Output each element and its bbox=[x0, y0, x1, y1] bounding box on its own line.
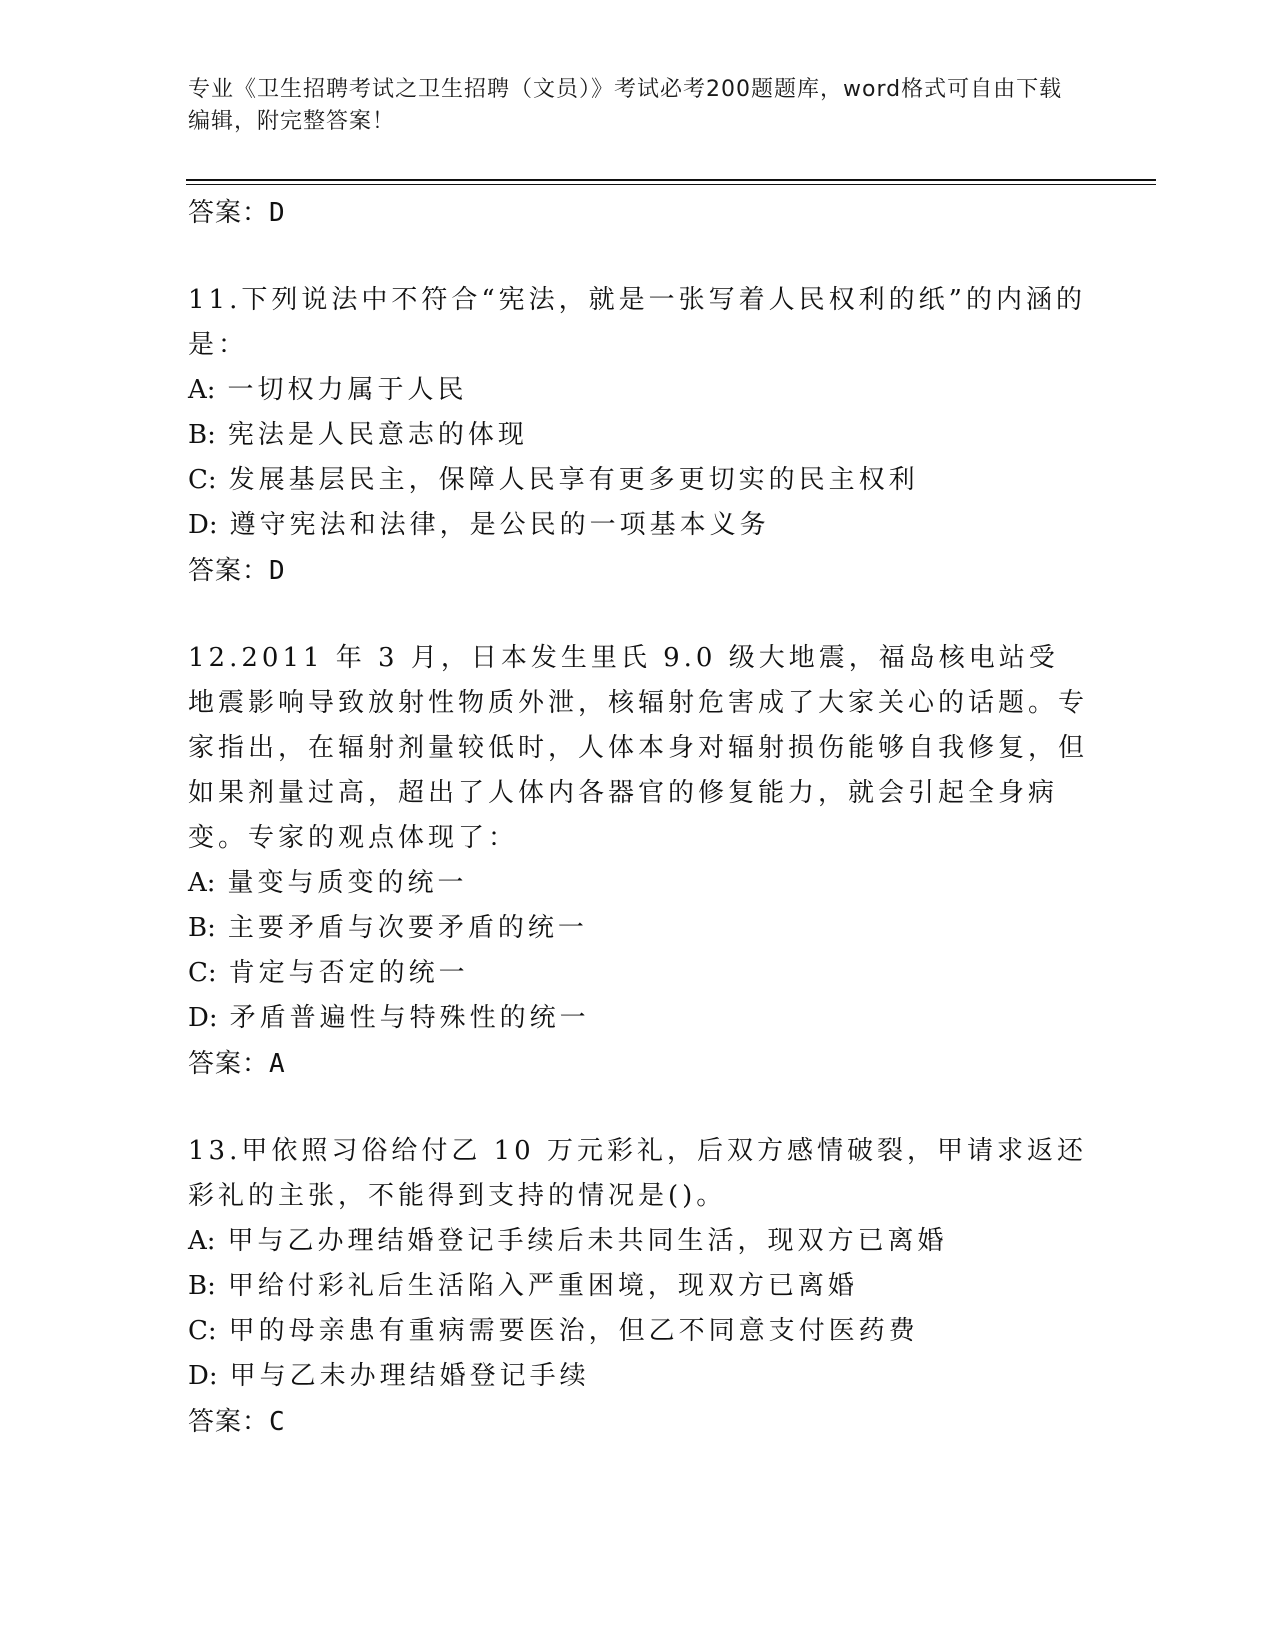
option-a bbox=[188, 368, 1088, 413]
option-letter: A: bbox=[188, 868, 216, 898]
question-12 bbox=[188, 636, 1088, 1087]
option-text: 宪法是人民意志的体现 bbox=[227, 420, 528, 450]
answer-label: 答案： bbox=[188, 1407, 270, 1437]
question-text bbox=[188, 636, 1088, 861]
option-letter: B: bbox=[188, 913, 216, 943]
question-11 bbox=[188, 278, 1088, 594]
answer-label: 答案： bbox=[188, 198, 270, 228]
option-d bbox=[188, 503, 1088, 548]
option-text: 甲的母亲患有重病需要医治，但乙不同意支付医药费 bbox=[228, 1316, 919, 1346]
page-header: 专业《卫生招聘考试之卫生招聘（文员）》考试必考200题题库，word格式可自由下载编辑，附完整答案！ bbox=[188, 77, 1063, 134]
option-letter: C: bbox=[188, 465, 217, 495]
answer-line bbox=[188, 1041, 1088, 1087]
option-letter: D: bbox=[188, 510, 218, 540]
option-letter: C: bbox=[188, 958, 217, 988]
question-number: 12. bbox=[188, 643, 242, 673]
answer-line bbox=[188, 548, 1088, 594]
option-a bbox=[188, 1219, 1088, 1264]
option-text: 肯定与否定的统一 bbox=[228, 958, 469, 988]
option-text: 主要矛盾与次要矛盾的统一 bbox=[227, 913, 588, 943]
document-content bbox=[188, 190, 1088, 1445]
option-c bbox=[188, 458, 1088, 503]
answer-value: A bbox=[269, 1049, 286, 1079]
option-text: 矛盾普遍性与特殊性的统一 bbox=[229, 1003, 590, 1033]
option-letter: C: bbox=[188, 1316, 217, 1346]
option-b bbox=[188, 413, 1088, 458]
option-letter: A: bbox=[188, 1226, 216, 1256]
question-stem: 下列说法中不符合“宪法，就是一张写着人民权利的纸”的内涵的是： bbox=[188, 285, 1086, 360]
option-d bbox=[188, 1354, 1088, 1399]
option-text: 一切权力属于人民 bbox=[227, 375, 468, 405]
option-text: 甲与乙办理结婚登记手续后未共同生活，现双方已离婚 bbox=[227, 1226, 948, 1256]
option-c bbox=[188, 951, 1088, 996]
option-b bbox=[188, 906, 1088, 951]
option-letter: B: bbox=[188, 1271, 216, 1301]
question-stem: 甲依照习俗给付乙 10 万元彩礼，后双方感情破裂，甲请求返还彩礼的主张，不能得到支持的情况是()。 bbox=[188, 1136, 1087, 1211]
header-rule-thin bbox=[186, 184, 1156, 185]
answer-line bbox=[188, 190, 1088, 236]
option-d bbox=[188, 996, 1088, 1041]
question-text bbox=[188, 1129, 1088, 1219]
answer-label: 答案： bbox=[188, 556, 270, 586]
question-text bbox=[188, 278, 1088, 368]
answer-value: D bbox=[269, 556, 286, 586]
option-a bbox=[188, 861, 1088, 906]
question-13 bbox=[188, 1129, 1088, 1445]
option-letter: D: bbox=[188, 1003, 218, 1033]
answer-label: 答案： bbox=[188, 1049, 270, 1079]
option-text: 甲给付彩礼后生活陷入严重困境，现双方已离婚 bbox=[227, 1271, 858, 1301]
answer-value: C bbox=[269, 1407, 286, 1437]
question-stem: 2011 年 3 月，日本发生里氏 9.0 级大地震，福岛核电站受地震影响导致放射性物质外泄，核辐射危害成了大家关心的话题。专家指出，在辐射剂量较低时，人体本身对辐射损伤能够自我修复，但如果剂量过高，超出了人体内各器官的修复能力，就会引起全身病变。专家的观点体现了： bbox=[188, 643, 1089, 853]
answer-value: D bbox=[269, 198, 286, 228]
option-text: 遵守宪法和法律，是公民的一项基本义务 bbox=[229, 510, 770, 540]
option-text: 量变与质变的统一 bbox=[227, 868, 468, 898]
option-letter: D: bbox=[188, 1361, 218, 1391]
question-number: 11. bbox=[188, 285, 242, 315]
option-letter: B: bbox=[188, 420, 216, 450]
header-rule-thick bbox=[186, 179, 1156, 181]
question-number: 13. bbox=[188, 1136, 242, 1166]
option-text: 甲与乙未办理结婚登记手续 bbox=[229, 1361, 590, 1391]
option-letter: A: bbox=[188, 375, 216, 405]
option-c bbox=[188, 1309, 1088, 1354]
answer-line bbox=[188, 1399, 1088, 1445]
option-b bbox=[188, 1264, 1088, 1309]
option-text: 发展基层民主，保障人民享有更多更切实的民主权利 bbox=[228, 465, 919, 495]
